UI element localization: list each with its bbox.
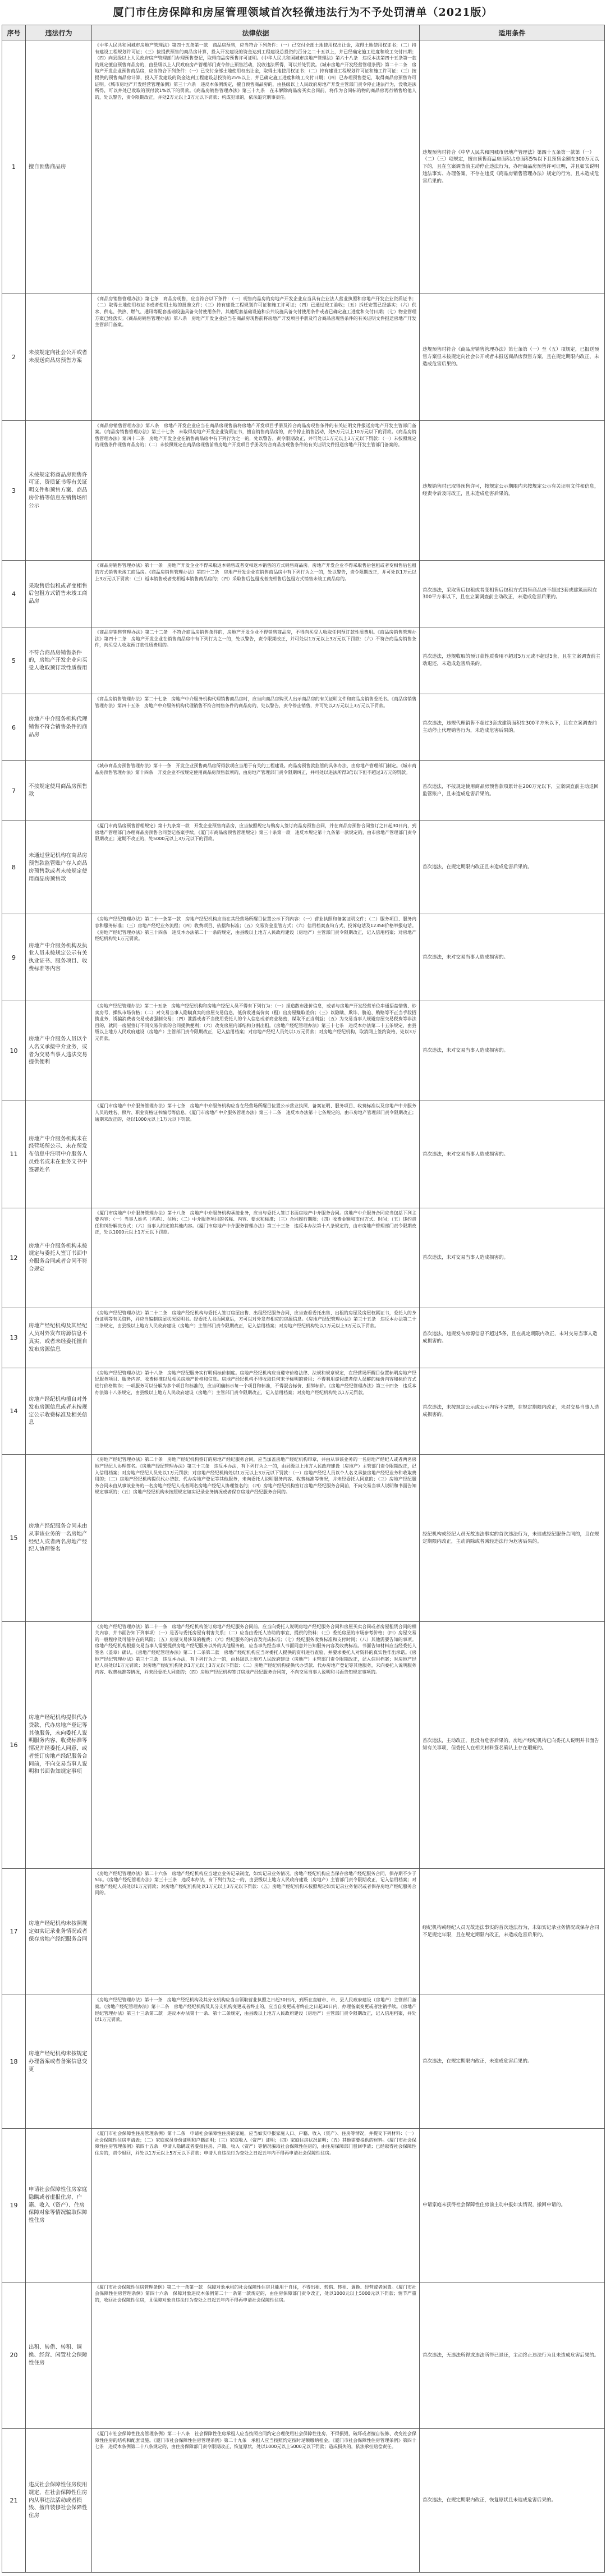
table-row: [2, 761, 605, 821]
violation-text: 采取售后包租或者变相售后包租方式销售未竣工商品房: [26, 561, 92, 627]
row-number: 8: [2, 821, 26, 914]
legal-basis-text: 《房地产经纪管理办法》第二十二条 房地产经纪机构与委托人签订房屋出售、出租经纪服务合同，应当查看委托出售、出租的房屋及房屋权属证书，委托人的身份证明等有关资料，并应当编制房屋状况说明书。经委托人书面同意后，方可以对外发布相应的房源信息。《房地产经纪管理办法》第三十五条 违反本办法第二十二条规定，由县级以上地方人民政府建设（房地产）主管部门责令限期改正，记入信用档案；对房地产经纪机构处以1万元以上3万元以下罚款。: [92, 1308, 420, 1368]
violation-text: 房地产中介服务人员以个人名义承接中介业务，或者为交易当事人违法交易提供便利: [26, 1001, 92, 1101]
legal-basis-text: 《厦门市商品房预售管理规定》第十九条第一款 开发企业预售商品房，应当按照规定与购房人签订商品房预售合同，并在商品房预售合同签订之日起30日内，到房地产管理部门办理商品房预售合同登记备案手续。《厦门市商品房预售管理规定》第三十条第一款 违反本规定第十九条第一款规定的，由市房地产管理部门责令限期改正；逾期不改正的，处5000元以上3万元以下的罚款。: [92, 821, 420, 914]
row-number: 21: [2, 2429, 26, 2573]
violation-text: 未按规定向社会公开或者未报送商品房预售方案: [26, 294, 92, 420]
legal-basis-text: 《厦门市社会保障性住房管理条例》第二十一条第一款 保障对象承租的社会保障性住房只能用于自住，不得出租、转借、转租、调换、经营或者闲置。《厦门市社会保障性住房管理条例》第四十六条 保障对象违反本条例第二十一条第一款规定的，由住房保障部门责令改正，处以1000元以上5000元以下罚款；情节严重的，收回社会保障性住房，且保障对象自违法行为查处之日起五年内不得再申请社会保障性住房。: [92, 2282, 420, 2429]
table-row: [2, 2129, 605, 2282]
row-number: 3: [2, 420, 26, 561]
table-row: [2, 294, 605, 420]
table-row: [2, 561, 605, 627]
applicable-condition-text: 首次违法，未按规定公示或公示内容不完整，在规定期限内改正，未对交易当事人造成损害的。: [420, 1368, 605, 1455]
header-no: 序号: [2, 25, 26, 40]
row-number: 9: [2, 914, 26, 1001]
violation-text: 擅自预售商品房: [26, 40, 92, 294]
row-number: 2: [2, 294, 26, 420]
table-row: [2, 420, 605, 561]
row-number: 4: [2, 561, 26, 627]
table-row: [2, 914, 605, 1001]
legal-basis-text: 《商品房销售管理办法》第二十七条 房地产中介服务机构代理销售商品房时，应当向商品房购买人出示商品房的有关证明文件和商品房销售委托书。《商品房销售管理办法》第四十五条 房地产中介服务机构代理销售不符合销售条件的商品房的，处以警告，责令停止销售，并可处以2万元以上3万元以下罚款。: [92, 694, 420, 761]
table-body: [2, 40, 605, 2573]
header-cond: 适用条件: [420, 25, 605, 40]
header-act: 违法行为: [26, 25, 92, 40]
row-number: 1: [2, 40, 26, 294]
row-number: 15: [2, 1455, 26, 1621]
applicable-condition-text: 首次违法，违规收取的预订款性质费用不超过5万元或不超过5套，且在立案调查前主动退还，未造成危害后果的。: [420, 627, 605, 694]
applicable-condition-text: 首次违法，不按规定使用商品房预售款项累计在200万元以下，立案调查前主动退回监管账户，且未造成危害后果的。: [420, 761, 605, 821]
violation-text: 房地产中介服务机构未在经营场所公示、未在所发布信息中注明中介服务人员姓名或未在业务文书中签署姓名: [26, 1101, 92, 1208]
legal-basis-text: 《商品房销售管理办法》第二十二条 不符合商品房销售条件的，房地产开发企业不得销售商品房，不得向买受人收取任何预订款性质费用。《商品房销售管理办法》第四十二条 房地产开发企业在销售商品房中有下列行为之一的，处以警告，责令限期改正，并可处以1万元以上3万元以下罚款：（六）不符合商品房销售条件，向买受人收取预订款性质费用的。: [92, 627, 420, 694]
applicable-condition-text: 违规预售时符合《中华人民共和国城市房地产管理法》第四十五条第一款第（一）（二）（三）项规定，擅自预售商品房面积占总面积5%以下且预售金额在300万元以下的，且在立案调查前主动停止违法行为，办理商品房预售许可证明，并且如实说明违法事实、办理备案，不存在违反《商品房销售管理办法》规定的行为，且未造成危害后果的。: [420, 40, 605, 294]
legal-basis-text: 《厦门市房地产中介服务管理办法》第十八条 房地产中介服务机构承接业务，应当与委托人签订书面房地产中介服务合同。房地产中介服务合同应当包括下列主要内容：（一）当事人姓名（名称）、住所；（二）中介服务项目的名称、内容、要求和标准；（三）合同履行期限；（四）收费金额和支付方式、时间；（五）违约责任和纠纷解决方式；（六）当事人约定的其他内容。《厦门市房地产中介服务管理办法》第三十三条 违反本办法第十八条规定的，由市房地产管理部门责令限期改正，处以1000元以上1万元以下罚款。: [92, 1208, 420, 1308]
applicable-condition-text: 违规预售时符合《商品房销售管理办法》第七条第（一）至（五）项规定，已报送预售方案但未按规定向社会公开或者未报送商品房预售方案，且在规定期限内改正，未造成危害后果的。: [420, 294, 605, 420]
violation-text: 房地产中介服务机构未按规定与委托人签订书面中介服务合同或者合同不符合规定: [26, 1208, 92, 1308]
violation-text: 申请社会保障性住房家庭隐瞒或者虚报住房、户籍、收入（资产）、住房保障对象等情况骗取保障性住房: [26, 2129, 92, 2282]
table-row: [2, 1101, 605, 1208]
legal-basis-text: 《房地产经纪管理办法》第十八条 房地产经纪服务实行明码标价制度。房地产经纪机构应当遵守价格法律、法规和规章规定，在经营场所醒目位置标明房地产经纪服务项目、服务内容、收费标准以及相关房地产价格和信息。房地产经纪机构不得收取任何未予标明的费用；不得利用虚假或者使人误解的标价内容和标价方式进行价格欺诈；一项服务可以分解为多个项目和标准的，应当明确标示每一个项目和标准，不得混合标价、捆绑标价。《房地产经纪管理办法》第三十四条 违反本办法第十八条规定，由县级以上地方人民政府建设（房地产）主管部门责令限期改正，记入信用档案；对房地产经纪机构处以1万元罚款。: [92, 1368, 420, 1455]
row-number: 13: [2, 1308, 26, 1368]
table-row: [2, 1868, 605, 1995]
legal-basis-text: 《厦门市社会保障性住房管理条例》第二十八条 社会保障性住房承租人应当按照合同约定合理使用社会保障性住房，不得损毁、破坏或者擅自装修、改变社会保障性住房的结构和配套设施。《厦门市社会保障性住房管理条例》第二十九条 承租人应当按照约定按时足额缴纳租金。《厦门市社会保障性住房管理条例》第四十七条 违反本条例第二十八条规定的，由住房保障部门责令限期改正，恢复原状，处以1000元以上5000元以下罚款；造成损失的，依法承担赔偿责任。: [92, 2429, 420, 2573]
table-row: [2, 627, 605, 694]
header-basis: 法律依据: [92, 25, 420, 40]
legal-basis-text: 《商品房销售管理办法》第七条 商品房现售，应当符合以下条件：（一）现售商品房的房地产开发企业应当具有企业法人营业执照和房地产开发企业资质证书；（二）取得土地使用权证书或者使用土地的批准文件；（三）持有建设工程规划许可证和施工许可证；（四）已通过竣工验收；（五）拆迁安置已经落实；（六）供水、供电、供热、燃气、通讯等配套基础设施具备交付使用条件，其他配套基础设施和公共设施具备交付使用条件或者已确定施工进度和交付日期；（七）物业管理方案已经落实。《商品房销售管理办法》第八条 房地产开发企业应当在商品房现售前将房地产开发项目手册及符合商品房现售条件的有关证明文件报送房地产开发主管部门备案。: [92, 294, 420, 420]
applicable-condition-text: 首次违法，违规发布房源信息不超过5条，且在规定期限内改正，未对交易当事人造成损害的。: [420, 1308, 605, 1368]
table-row: [2, 2282, 605, 2429]
table-row: [2, 1995, 605, 2129]
row-number: 19: [2, 2129, 26, 2282]
row-number: 10: [2, 1001, 26, 1101]
violation-text: 房地产中介服务机构代理销售不符合销售条件的商品房: [26, 694, 92, 761]
violation-text: 房地产经纪服务合同未由从事该业务的一名房地产经纪人或者两名房地产经纪人协理签名: [26, 1455, 92, 1621]
applicable-condition-text: 经纪机构或经纪人员无故违法事实的首次违法行为，未如实记录业务情况或保存合同不足规定年限，且在规定期限内改正，未造成危害后果的。: [420, 1868, 605, 1995]
applicable-condition-text: 首次违法，未对交易当事人造成损害的。: [420, 1208, 605, 1308]
violation-text: 房地产经纪机构及其经纪人员对外发布房源信息不真实，或者未经委托擅自发布房源信息: [26, 1308, 92, 1368]
row-number: 7: [2, 761, 26, 821]
legal-basis-text: 《房地产经纪管理办法》第二十一条 房地产经纪机构签订房地产经纪服务合同前，应当向委托人说明房地产经纪服务合同和房屋买卖合同或者房屋租赁合同的相关内容，并书面告知下列事项：（一）是否与委托房屋有利害关系；（二）应当由委托人协助的事宜、提供的资料；（三）委托房屋的市场参考价格；（四）房屋交易的一般程序及可能存在的风险；（五）房屋交易涉及的税费；（六）经纪服务的内容及完成标准；（七）经纪服务收费标准和支付时间；（八）其他需要告知的事项。房地产经纪机构根据交易当事人需要提供房地产经纪服务以外的其他服务的，应当事先经当事人书面同意并告知服务内容及收费标准。书面告知材料应当经委托人签名（盖章）确认。《房地产经纪管理办法》第二十二条第二款 房地产经纪机构应当对委托人提供的资料进行查验，并要求委托人对资料的真实性作出承诺。《房地产经纪管理办法》第三十三条 违反本办法，有下列行为之一的，由县级以上地方人民政府建设（房地产）主管部门责令限期改正，记入信用档案；对房地产经纪人员处以1万元罚款；对房地产经纪机构处以1万元以上3万元以下罚款：（二）房地产经纪机构提供代办贷款、代办房地产登记等其他服务，未向委托人说明服务内容、收费标准等情况，并未经委托人同意的；（四）房地产经纪机构签订房地产经纪服务合同前，不向交易当事人说明和书面告知规定事项的。: [92, 1621, 420, 1868]
legal-basis-text: 《中华人民共和国城市房地产管理法》第四十五条第一款 商品房预售，应当符合下列条件：（一）已交付全部土地使用权出让金，取得土地使用权证书；（二）持有建设工程规划许可证；（三）按提供预售的商品房计算，投入开发建设的资金达到工程建设总投资的百分之二十五以上，并已经确定施工进度和竣工交付日期；（四）向县级以上人民政府房产管理部门办理预售登记，取得商品房预售许可证明。《中华人民共和国城市房地产管理法》第六十八条 违反本法第四十五条第一款的规定擅自预售商品房的，由县级以上人民政府房产管理部门责令停止预售活动，没收违法所得，可以并处罚款。《城市房地产开发经营管理条例》第二十二条 房地产开发企业预售商品房，应当符合下列条件：（一）已交付全部土地使用权出让金，取得土地使用权证书；（二）持有建设工程规划许可证和施工许可证；（三）按提供的预售商品房计算，投入开发建设的资金达到工程建设总投资的25%以上，并已确定施工进度和竣工交付日期；（四）已办理预售登记，取得商品房预售许可证明。《城市房地产开发经营管理条例》第三十六条 违反本条例规定，擅自预售商品房的，由县级以上人民政府房地产开发主管部门责令停止违法行为，没收违法所得，可以并处已收取的预付款1%以下的罚款。《商品房销售管理办法》第三十九条 在未解除商品房买卖合同前，将作为合同标的物的商品房再行销售给他人的，处以警告，责令限期改正，并处2万元以上3万元以下罚款；构成犯罪的，依法追究刑事责任。: [92, 40, 420, 294]
row-number: 17: [2, 1868, 26, 1995]
applicable-condition-text: 首次违法，无违法所得或违法所得已退还，主动终止违法行为且未造成危害后果的。: [420, 2282, 605, 2429]
violation-text: 不符合商品房销售条件的，房地产开发企业向买受人收取预订款性质费用: [26, 627, 92, 694]
row-number: 16: [2, 1621, 26, 1868]
applicable-condition-text: 申请家庭未获得社会保障性住房前主动申报如实情况，撤回申请的。: [420, 2129, 605, 2282]
violation-text: 房地产经纪机构擅自对外发布房源信息或者未按规定公示收费标准及相关信息: [26, 1368, 92, 1455]
violation-text: 出租、转借、转租、调换、经营、闲置社会保障性住房: [26, 2282, 92, 2429]
legal-basis-text: 《房地产经纪管理办法》第二十条 房地产经纪机构签订的房地产经纪服务合同，应当加盖房地产经纪机构印章，并由从事该业务的一名房地产经纪人或者两名房地产经纪人协理签名。《房地产经纪管理办法》第三十三条 违反本办法，有下列行为之一的，由县级以上地方人民政府建设（房地产）主管部门责令限期改正，记入信用档案；对房地产经纪人员处以1万元罚款；对房地产经纪机构处以1万元以上3万元以下罚款：（一）房地产经纪人员以个人名义承接房地产经纪业务和收取费用的；（二）房地产经纪机构提供代办贷款、代办房地产登记等其他服务，未向委托人说明服务内容、收费标准等情况，并未经委托人同意的；（三）房地产经纪服务合同未由从事该业务的一名房地产经纪人或者两名房地产经纪人协理签名的；（四）房地产经纪机构签订房地产经纪服务合同前，不向交易当事人说明和书面告知规定事项的；（五）房地产经纪机构未按照规定如实记录业务情况或者保存房地产经纪服务合同的。: [92, 1455, 420, 1621]
legal-basis-text: 《房地产经纪管理办法》第二十六条 房地产经纪机构应当建立业务记录制度，如实记录业务情况。房地产经纪机构应当保存房地产经纪服务合同，保存期不少于5年。《房地产经纪管理办法》第三十三条 违反本办法，有下列行为之一的，由县级以上地方人民政府建设（房地产）主管部门责令限期改正，记入信用档案；对房地产经纪人员处以1万元罚款；对房地产经纪机构处以1万元以上3万元以下罚款：（五）房地产经纪机构未按照规定如实记录业务情况或者保存房地产经纪服务合同的。: [92, 1868, 420, 1995]
applicable-condition-text: 首次违法，采取售后包租或者变相售后包租方式销售商品房不超过3套或建筑面积在300平方米以下，且在立案调查前主动改正，未造成危害后果的。: [420, 561, 605, 627]
applicable-condition-text: 首次违法，主动改正，且没有危害后果的，房地产经纪机构已向委托人说明并书面告知有关事项，但委托人在相关材料签名确认上存在瑕疵的。: [420, 1621, 605, 1868]
table-row: [2, 1455, 605, 1621]
table-row: [2, 1001, 605, 1101]
table-row: [2, 1308, 605, 1368]
row-number: 20: [2, 2282, 26, 2429]
legal-basis-text: 《房地产经纪管理办法》第二十一条第一款 房地产经纪机构应当在其经营场所醒目位置公示下列内容：（一）营业执照和备案证明文件；（二）服务项目、服务内容和服务标准；（三）房地产经纪业务流程；（四）收费项目、依据和标准；（五）交易资金监管方式；（六）信用档案查询方式、投诉电话及12358价格举报电话。《房地产经纪管理办法》第三十四条 违反本办法第二十一条的规定，由县级以上地方人民政府建设（房地产）主管部门责令限期改正，记入信用档案；对房地产经纪机构处1万元罚款。: [92, 914, 420, 1001]
legal-basis-text: 《商品房销售管理办法》第八条 房地产开发企业应当在商品房现售前将房地产开发项目手册及符合商品房现售条件的有关证明文件报送房地产开发主管部门备案。《商品房销售管理办法》第三十七条 未取得房地产开发企业资质证书，擅自销售商品房的，责令停止销售活动，处5万元以上10万元以下的罚款。《商品房销售管理办法》第四十二条 房地产开发企业在销售商品房中有下列行为之一的，处以警告，责令限期改正，并可处以1万元以上3万元以下罚款：（一）未按照规定的现售条件现售商品房的；（二）未按照规定在商品房现售前将房地产开发项目手册及符合商品房现售条件的有关证明文件报送房地产开发主管部门备案的。: [92, 420, 420, 561]
table-row: [2, 1368, 605, 1455]
row-number: 5: [2, 627, 26, 694]
legal-basis-text: 《房地产经纪管理办法》第十一条 房地产经纪机构及其分支机构应当自领取营业执照之日起30日内，到所在直辖市、市、县人民政府建设（房地产）主管部门备案。《房地产经纪管理办法》第十二条 房地产经纪机构及其分支机构变更或者终止的，应当自变更或者终止之日起30日内，办理备案变更或者注销手续。《房地产经纪管理办法》第三十三条第二款 违反本办法第十一条、第十二条规定，由县级以上地方人民政府建设（房地产）主管部门责令限期改正，记入信用档案，并处以1万元罚款。: [92, 1995, 420, 2129]
violation-text: 房地产经纪机构提供代办贷款、代办房地产登记等其他服务，未向委托人说明服务内容、收费标准等情况并经委托人同意，或者签订房地产经纪服务合同前，不向交易当事人说明和书面告知规定事项: [26, 1621, 92, 1868]
table-header-row: [2, 25, 605, 40]
legal-basis-text: 《房地产经纪管理办法》第二十五条 房地产经纪机构和房地产经纪人员不得有下列行为：（一）捏造散布涨价信息，或者与房地产开发经营单位串通捂盘惜售、炒卖房号，操纵市场价格；（二）对交易当事人隐瞒真实的房屋交易信息，低价收进高价卖（租）出房屋赚取差价；（三）以隐瞒、欺诈、胁迫、贿赂等不正当手段招揽业务，诱骗消费者交易或者强制交易；（四）泄露或者不当使用委托人的个人信息或者商业秘密，谋取不正当利益；（五）为交易当事人规避房屋交易税费等非法目的，就同一房屋签订不同交易价款的合同提供便利；（六）改变房屋内部结构分割出租。《房地产经纪管理办法》第三十七条 违反本办法第二十五条规定，由县级以上地方人民政府建设（房地产）主管部门责令限期改正，记入信用档案；对房地产经纪人员处以1万元罚款；对房地产经纪机构，取消网上签约资格，处以3万元罚款。: [92, 1001, 420, 1101]
table-row: [2, 2429, 605, 2573]
row-number: 11: [2, 1101, 26, 1208]
penalty-exemption-table: [2, 25, 605, 2573]
applicable-condition-text: 首次违法，在规定期限内改正且未造成危害后果的。: [420, 821, 605, 914]
row-number: 14: [2, 1368, 26, 1455]
row-number: 18: [2, 1995, 26, 2129]
legal-basis-text: 《厦门市房地产中介服务管理办法》第十七条 房地产中介服务机构应当在经营场所醒目位置公示营业执照、备案证明、服务项目、收费标准以及房地产中介服务人员的姓名、照片、职业资格证书编号等信息。《厦门市房地产中介服务管理办法》第三十二条 违反本办法第十七条规定的，由市房地产管理部门责令限期改正；逾期未改正的，处以1000元以上1万元以下罚款。: [92, 1101, 420, 1208]
table-row: [2, 821, 605, 914]
applicable-condition-text: 首次违法，在规定期限内改正，恢复原状且未造成危害后果的。: [420, 2429, 605, 2573]
violation-text: 房地产中介服务机构及执业人员未按规定公示有关执业证书、服务项目、收费标准等内容: [26, 914, 92, 1001]
applicable-condition-text: 首次违法，未对交易当事人造成损害的。: [420, 1001, 605, 1101]
legal-basis-text: 《商品房销售管理办法》第十一条 房地产开发企业不得采取返本销售或者变相返本销售的方式销售商品房。房地产开发企业不得采取售后包租或者变相售后包租的方式销售未竣工商品房。《商品房销售管理办法》第四十二条 房地产开发企业在销售商品房中有下列行为之一的，处以警告，责令限期改正，并可处以1万元以上3万元以下罚款：（三）返本销售或者变相返本销售商品房的；（四）采取售后包租或者变相售后包租方式销售未竣工商品房的。: [92, 561, 420, 627]
violation-text: 房地产经纪机构未按照规定如实记录业务情况或者保存房地产经纪服务合同: [26, 1868, 92, 1995]
row-number: 12: [2, 1208, 26, 1308]
violation-text: 未按规定将商品房预售许可证、资质证书等有关证明文件和预售方案、商品房价格等信息在销售场所公示: [26, 420, 92, 561]
applicable-condition-text: 首次违法，未对交易当事人造成损害的。: [420, 914, 605, 1001]
table-row: [2, 1621, 605, 1868]
document-title: 厦门市住房保障和房屋管理领域首次轻微违法行为不予处罚清单（2021版）: [113, 6, 493, 19]
applicable-condition-text: 首次违法，违规代理销售不超过3套或建筑面积在300平方米以下，且在立案调查前主动停止代理销售行为，未造成危害后果的。: [420, 694, 605, 761]
legal-basis-text: 《城市商品房预售管理办法》第十一条 开发企业预售商品房所得款项应当用于有关的工程建设。商品房预售款监管的具体办法，由房地产管理部门制定。《城市商品房预售管理办法》第十四条 开发企业不按规定使用商品房预售款项的，由房地产管理部门责令限期纠正，并可处以违法所得3倍以下但不超过3万元的罚款。: [92, 761, 420, 821]
legal-basis-text: 《厦门市社会保障性住房管理条例》第十二条 申请社会保障性住房的家庭，应当如实申报家庭人口、户籍、收入（资产）、住房等情况，并提交下列材料：（一）社会保障性住房申请表；（二）家庭成员身份证明和户籍证明；（三）家庭收入（资产）证明；（四）家庭住房状况证明；（五）其他需要提供的材料。《厦门市社会保障性住房管理条例》第四十五条 申请人隐瞒或者虚报住房、户籍、收入（资产）等情况骗取社会保障性住房的，由住房保障部门驳回申请；已经取得社会保障性住房的，责令退回，并处以1万元以上5万元以下罚款；申请人自违法行为查处之日起五年内不得再申请社会保障性住房。: [92, 2129, 420, 2282]
violation-text: 未通过登记机构在商品房预售款监管账户存入商品房预售款或者未按规定使用商品房预售款: [26, 821, 92, 914]
applicable-condition-text: 首次违法，未对交易当事人造成损害的。: [420, 1101, 605, 1208]
applicable-condition-text: 经纪机构或经纪人员无故违法事实的首次违法行为，未造成经纪服务合同的，且在规定期限内改正，主动消除或者减轻违法行为危害后果的。: [420, 1455, 605, 1621]
table-row: [2, 694, 605, 761]
table-row: [2, 40, 605, 294]
applicable-condition-text: 首次违法，在规定期限内改正，未造成危害后果的。: [420, 1995, 605, 2129]
table-row: [2, 1208, 605, 1308]
row-number: 6: [2, 694, 26, 761]
applicable-condition-text: 违规销售时已取得预售许可，按规定公示期限内未按规定公示有关证明文件和信息，经责令后及时改正，且未造成危害后果的。: [420, 420, 605, 561]
violation-text: 不按规定使用商品房预售款: [26, 761, 92, 821]
violation-text: 房地产经纪机构未按规定办理备案或者备案信息变更: [26, 1995, 92, 2129]
violation-text: 违反社会保障性住房使用规定，在社会保障性住房内从事违法活动或者损毁、擅自装修社会保障性住房: [26, 2429, 92, 2573]
